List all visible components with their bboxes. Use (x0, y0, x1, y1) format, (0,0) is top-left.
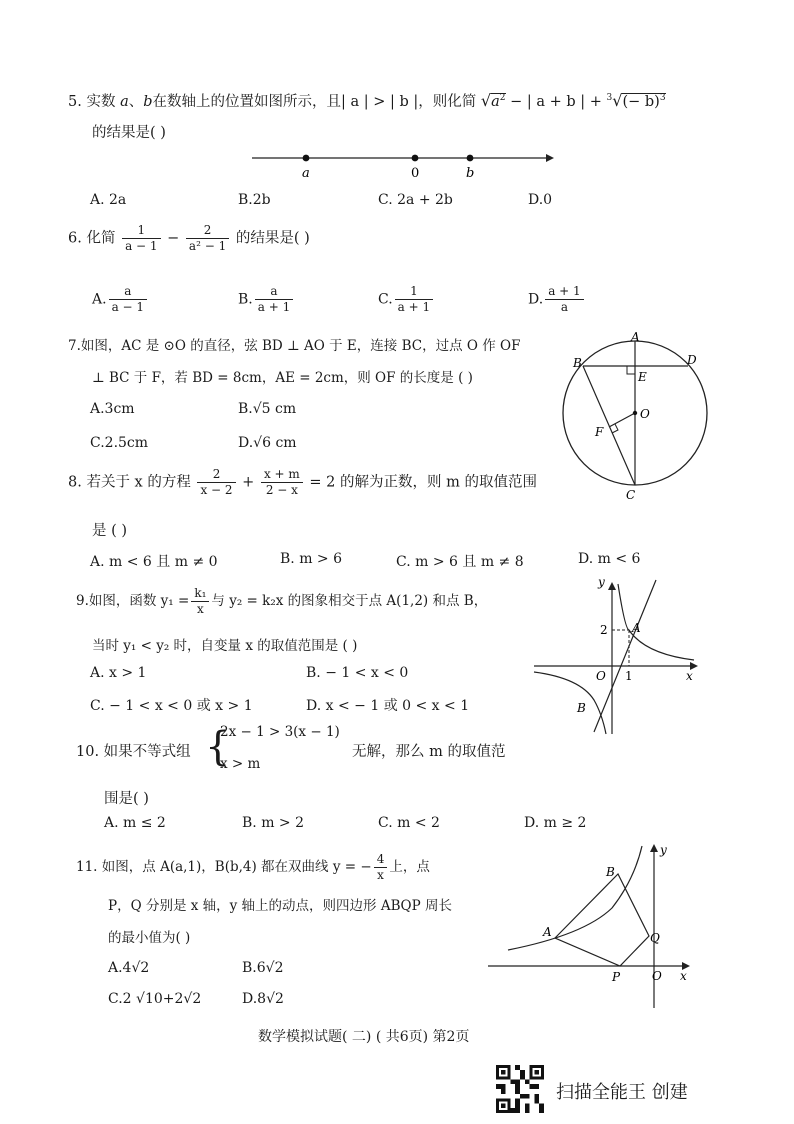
q8-f1-num: 2 (197, 467, 235, 483)
q6-opt-d-frac (545, 284, 583, 315)
label-B: B (573, 356, 582, 370)
q6-minus: − (167, 230, 180, 247)
q9-line (594, 580, 656, 732)
q10-option-c: C. m < 2 (378, 815, 440, 831)
q6-opt-c-num: 1 (395, 284, 433, 300)
q5-option-b: B.2b (238, 192, 271, 208)
q5-stem (68, 90, 666, 111)
center-o (633, 411, 637, 415)
q9-text-2: 与 y₂ = k₂x 的图象相交于点 A(1,2) 和点 B， (211, 593, 488, 609)
q11-option-a: A.4√2 (108, 960, 150, 976)
q5-cube-exp: 3 (659, 93, 666, 104)
q10-num-line (76, 740, 191, 761)
q8-f1-den: x − 2 (200, 483, 233, 497)
q11-label-y: y (660, 843, 667, 857)
q10-ineq-2: x > m (220, 756, 261, 772)
q8-option-c: C. m > 6 且 m ≠ 8 (396, 554, 524, 570)
q6-f1-den: a − 1 (125, 239, 158, 253)
q8-f2-den: 2 − x (265, 483, 298, 497)
q8-fraction-1 (197, 467, 235, 498)
q11-label-B: B (606, 865, 615, 879)
q6-number: 6. (68, 230, 82, 247)
q7-option-b: B.√5 cm (238, 401, 297, 417)
q7-line1: 7.如图，AC 是 ⊙O 的直径，弦 BD ⊥ AO 于 E，连接 BC，过点 O 作 OF (68, 338, 521, 354)
q11-fraction (374, 852, 388, 883)
q11-option-d: D.8√2 (242, 991, 284, 1007)
q5-cube-sign: √ (612, 91, 623, 110)
q9-y-arrow (608, 582, 616, 590)
q11-line2: P，Q 分别是 x 轴，y 轴上的动点，则四边形 ABQP 周长 (108, 898, 452, 914)
q5-var-a: a (120, 94, 129, 110)
q9-option-c: C. − 1 < x < 0 或 x > 1 (90, 698, 253, 714)
number-line-arrow (546, 154, 554, 162)
q6-opt-b-num: a (255, 284, 293, 300)
q8-f2-num: x + m (261, 467, 303, 483)
q8-text-2: = 2 的解为正数，则 m 的取值范围 (309, 474, 537, 491)
q6-opt-b-label: B. (238, 291, 253, 308)
q11-text-2: 上，点 (389, 859, 430, 875)
q11-y-arrow (650, 844, 658, 852)
label-0: 0 (411, 166, 420, 181)
q11-graph (484, 840, 694, 1012)
q9-f-den: x (196, 602, 204, 616)
q5-cube-index: 3 (606, 93, 613, 104)
q6-stem (68, 223, 310, 254)
q5-sep: 、 (128, 94, 144, 110)
q5-expr: − | a + b | + (510, 94, 602, 110)
label-F: F (595, 425, 604, 439)
qr-code-icon (496, 1064, 544, 1114)
q5-number-line (248, 148, 558, 182)
q5-sqrt-sign: √ (480, 91, 492, 110)
point-a (303, 155, 310, 162)
q11-label-Q: Q (650, 931, 660, 945)
q7-option-a: A.3cm (90, 401, 135, 417)
q5-sqrt-var: a (491, 94, 500, 110)
q6-option-a (92, 284, 149, 315)
q8-number: 8. (68, 474, 82, 491)
q9-label-A: A (632, 621, 641, 635)
q11-label-x: x (680, 969, 687, 983)
q7-circle-figure (560, 330, 710, 505)
q9-f-num: k₁ (191, 586, 209, 602)
label-b: b (466, 166, 475, 181)
q6-opt-c-label: C. (378, 291, 393, 308)
q8-option-a: A. m < 6 且 m ≠ 0 (90, 554, 218, 570)
q5-sqrt-exp: 2 (499, 93, 506, 104)
q9-label-2: 2 (600, 623, 608, 637)
q11-option-c: C.2 √10+2√2 (108, 991, 202, 1007)
q6-opt-a-num: a (109, 284, 147, 300)
point-b (467, 155, 474, 162)
q6-opt-b-den: a + 1 (257, 300, 291, 314)
q5-condition: | a | > | b | (341, 94, 419, 110)
q5-option-a: A. 2a (90, 192, 127, 208)
q11-label-A: A (543, 925, 552, 939)
q9-line2: 当时 y₁ < y₂ 时，自变量 x 的取值范围是 ( ) (92, 638, 358, 654)
segment-of (609, 413, 635, 427)
label-E: E (638, 370, 647, 384)
q6-f1-num: 1 (122, 223, 160, 239)
q11-quad-abqp (555, 874, 649, 966)
q10-option-d: D. m ≥ 2 (524, 815, 587, 831)
q7-option-d: D.√6 cm (238, 435, 297, 451)
q11-number: 11. (76, 859, 98, 875)
q8-fraction-2 (261, 467, 303, 498)
q5-option-d: D.0 (528, 192, 553, 208)
q8-plus: + (242, 474, 255, 491)
q6-option-c (378, 284, 435, 315)
q7-option-c: C.2.5cm (90, 435, 149, 451)
q8-option-b: B. m > 6 (280, 551, 343, 567)
q11-f-den: x (377, 868, 384, 882)
scanner-watermark: 扫描全能王 创建 (556, 1082, 688, 1103)
q11-label-O: O (652, 969, 662, 983)
q9-text: 9.如图，函数 y₁ = (76, 593, 190, 609)
q11-line3: 的最小值为( ) (108, 930, 191, 946)
q11-label-P: P (612, 970, 621, 984)
q6-opt-d-num: a + 1 (545, 284, 583, 300)
q9-label-x: x (686, 669, 693, 683)
q11-text: 如图，点 A(a,1)，B(b,4) 都在双曲线 y = − (101, 859, 372, 875)
q6-option-d (528, 284, 586, 315)
q5-text-2: 在数轴上的位置如图所示，且 (152, 94, 342, 110)
q9-graph (530, 574, 702, 736)
page-footer: 数学模拟试题( 二) ( 共6页) 第2页 (258, 1029, 470, 1045)
q11-f-num: 4 (374, 852, 388, 868)
label-A: A (631, 330, 640, 344)
segment-bc (583, 366, 635, 485)
label-a: a (302, 166, 310, 181)
q9-hyperbola-right (618, 584, 694, 660)
q9-stem (76, 586, 487, 617)
q5-cube-inner: (− b) (622, 94, 660, 110)
q5-var-b: b (143, 94, 153, 110)
q10-ineq-1: 2x − 1 > 3(x − 1) (220, 724, 340, 740)
q10-brace: { (205, 724, 231, 770)
q11-hyperbola (508, 846, 642, 950)
q6-opt-a-den: a − 1 (111, 300, 145, 314)
q5-text: 实数 (86, 94, 116, 110)
q8-stem (68, 467, 537, 498)
q9-option-a: A. x > 1 (90, 665, 147, 681)
q10-line2: 围是( ) (104, 791, 149, 807)
q10-option-b: B. m > 2 (242, 815, 305, 831)
q8-option-d: D. m < 6 (578, 551, 641, 567)
q6-opt-a-frac (109, 284, 147, 315)
q6-opt-d-den: a (560, 300, 568, 314)
q6-option-b (238, 284, 295, 315)
q7-line2: ⊥ BC 于 F，若 BD = 8cm，AE = 2cm，则 OF 的长度是 ( ) (92, 370, 473, 386)
q6-f2-den: a² − 1 (188, 239, 227, 253)
q8-line2: 是 ( ) (92, 523, 128, 539)
q5-option-c: C. 2a + 2b (378, 192, 453, 208)
q11-option-b: B.6√2 (242, 960, 284, 976)
q5-number: 5. (68, 94, 82, 110)
q6-text-2: 的结果是( ) (235, 230, 310, 247)
q6-opt-c-den: a + 1 (397, 300, 431, 314)
q6-opt-b-frac (255, 284, 293, 315)
q9-fraction (191, 586, 209, 617)
label-C: C (626, 488, 636, 502)
right-angle-e (627, 366, 635, 374)
q9-label-O: O (596, 669, 606, 683)
q5-text-3: ，则化简 (418, 94, 477, 110)
q5-cube-body (622, 93, 665, 110)
q9-option-d: D. x < − 1 或 0 < x < 1 (306, 698, 470, 714)
q9-label-B: B (577, 701, 586, 715)
q9-option-b: B. − 1 < x < 0 (306, 665, 409, 681)
q6-f2-num: 2 (186, 223, 229, 239)
q10-number: 10. (76, 744, 100, 760)
q6-text: 化简 (86, 230, 116, 247)
q10-text-2: 无解，那么 m 的取值范 (352, 744, 506, 760)
label-D: D (687, 353, 697, 367)
q10-option-a: A. m ≤ 2 (104, 815, 166, 831)
label-O: O (640, 407, 650, 421)
q9-label-y: y (598, 575, 605, 589)
point-0 (412, 155, 419, 162)
q5-sqrt-body (491, 93, 505, 110)
q6-fraction-2 (186, 223, 229, 254)
q6-opt-c-frac (395, 284, 433, 315)
q8-text: 若关于 x 的方程 (86, 474, 191, 491)
q10-text: 如果不等式组 (103, 744, 191, 760)
q9-label-1: 1 (625, 669, 633, 683)
q11-stem (76, 852, 430, 883)
q6-fraction-1 (122, 223, 160, 254)
q6-opt-d-label: D. (528, 291, 544, 308)
q6-opt-a-label: A. (92, 291, 107, 308)
q5-line2: 的结果是( ) (92, 125, 166, 141)
